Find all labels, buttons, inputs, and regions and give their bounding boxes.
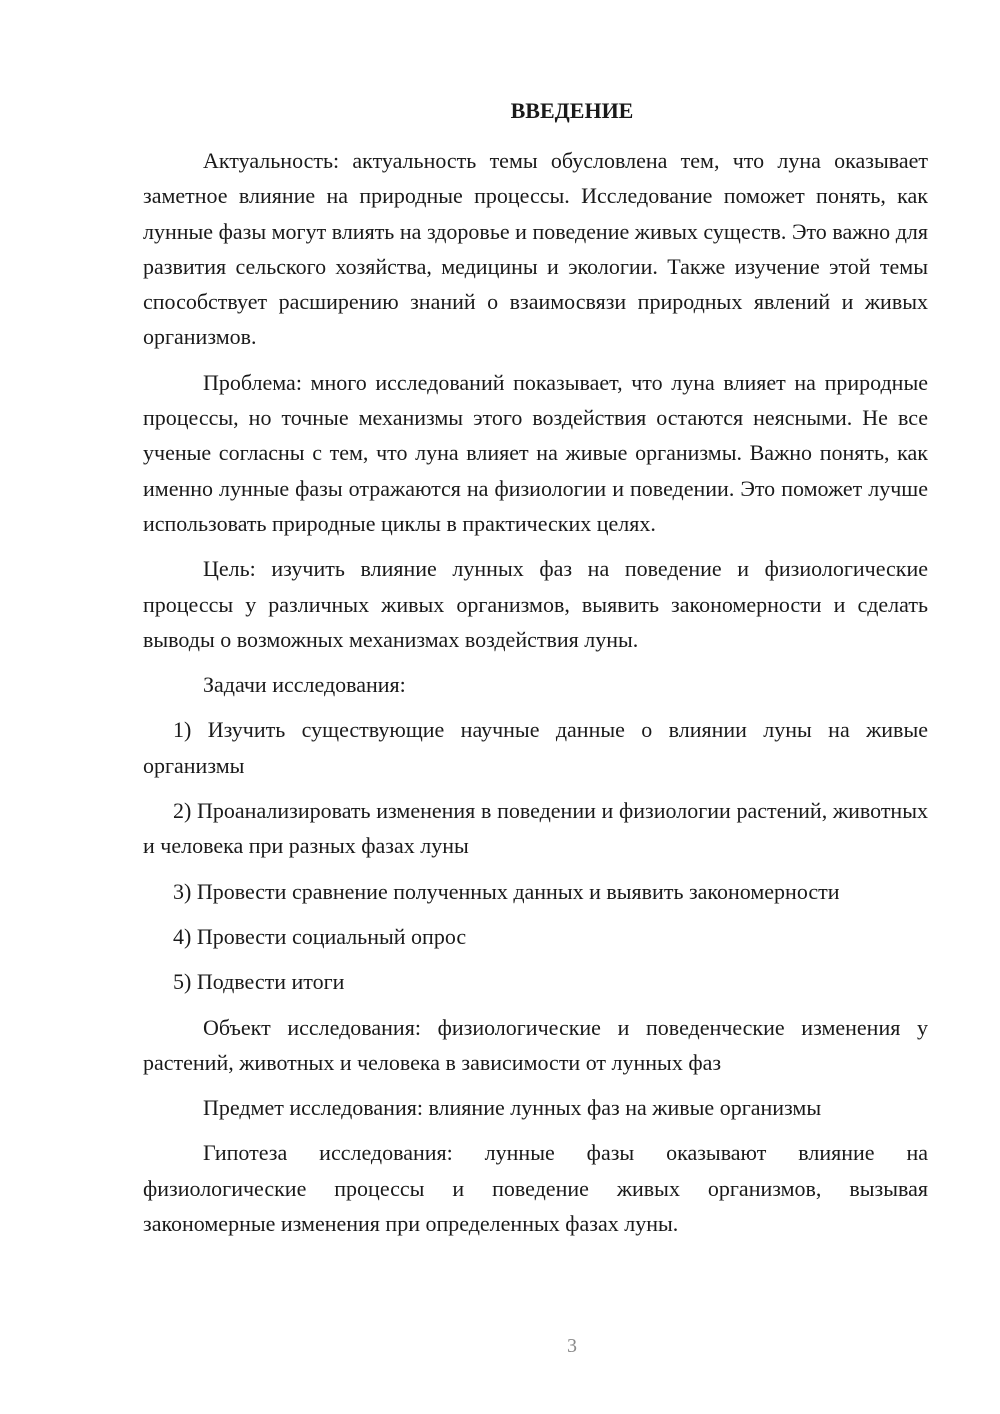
tasks-heading: Задачи исследования: xyxy=(203,672,406,698)
task-item: 5) Подвести итоги xyxy=(173,969,345,995)
task-item: 1) Изучить существующие научные данные о влиянии луны на живые организмы xyxy=(143,717,928,778)
page-title: ВВЕДЕНИЕ xyxy=(510,98,634,123)
task-item: 2) Проанализировать изменения в поведении и физиологии растений, животных и человека при разных фазах луны xyxy=(143,798,928,859)
problem-paragraph: Проблема: много исследований показывает, что луна влияет на природные процессы, но точные механизмы этого воздействия остаются неясными. Не все ученые согласны с тем, что луна влияет на живые организмы. Важно понять, как именно лунные фазы отражаются на физиологии и поведении. Это поможет лучше использовать природные циклы в практических целях. xyxy=(143,369,928,536)
document-body xyxy=(143,143,928,1251)
task-item: 3) Провести сравнение полученных данных и выявить закономерности xyxy=(173,878,840,904)
relevance-paragraph: Актуальность: актуальность темы обусловлена тем, что луна оказывает заметное влияние на природные процессы. Исследование поможет понять, как лунные фазы могут влиять на здоровье и поведение живых существ. Это важно для развития сельского хозяйства, медицины и экологии. Также изучение этой темы способствует расширению знаний о взаимосвязи природных явлений и живых организмов. xyxy=(143,148,928,350)
page-number: 3 xyxy=(567,1335,577,1357)
object-paragraph: Объект исследования: физиологические и поведенческие изменения у растений, животных и человека в зависимости от лунных фаз xyxy=(143,1014,928,1075)
task-item: 4) Провести социальный опрос xyxy=(173,923,467,949)
hypothesis-paragraph: Гипотеза исследования: лунные фазы оказывают влияние на физиологические процессы и поведение живых организмов, вызывая закономерные изменения при определенных фазах луны. xyxy=(143,1140,928,1237)
subject-paragraph: Предмет исследования: влияние лунных фаз на живые организмы xyxy=(203,1095,822,1121)
goal-paragraph: Цель: изучить влияние лунных фаз на поведение и физиологические процессы у различных живых организмов, выявить закономерности и сделать выводы о возможных механизмах воздействия луны. xyxy=(143,556,928,652)
